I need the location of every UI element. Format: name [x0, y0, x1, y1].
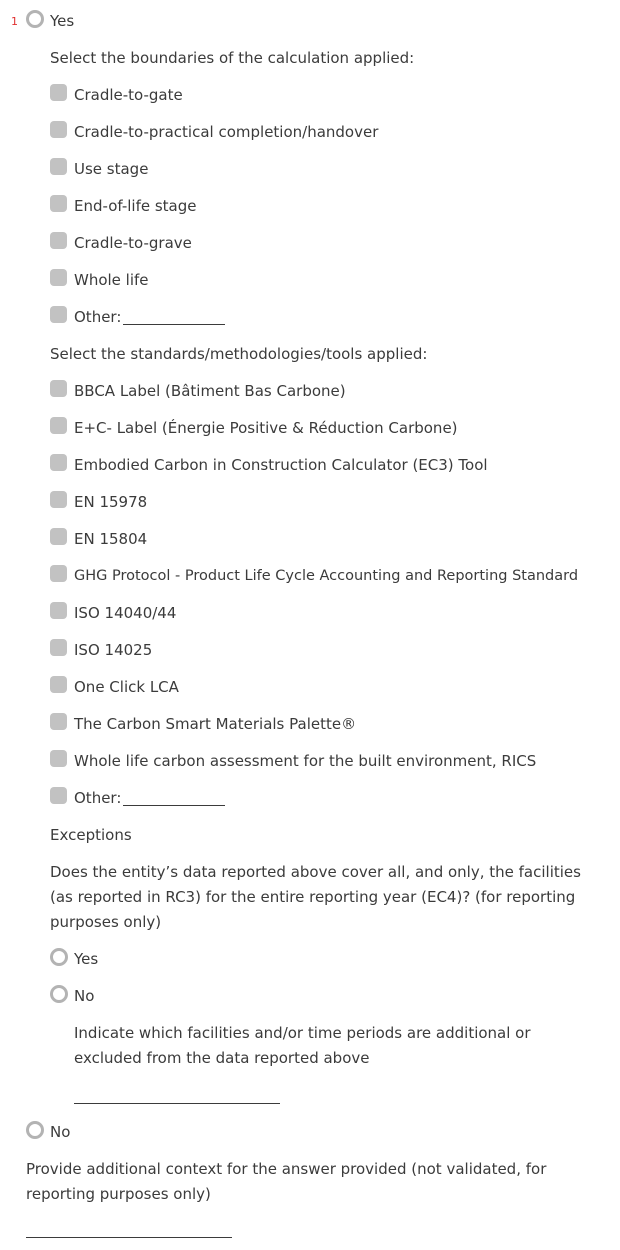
exceptions-no-radio[interactable] [50, 985, 68, 1003]
exceptions-question: Does the entity’s data reported above cover all, and only, the facilities (as reported in RC3) for the entire reporting year (EC4)? (for reporting purposes only) [50, 863, 581, 931]
standard-label: ISO 14040/44 [74, 604, 177, 622]
standard-other-input[interactable] [123, 805, 225, 806]
context-prompt: Provide additional context for the answer provided (not validated, for reporting purposes only) [26, 1160, 547, 1203]
standard-label: GHG Protocol - Product Life Cycle Accounting and Reporting Standard [74, 568, 579, 584]
standard-checkbox[interactable] [50, 750, 67, 767]
boundary-checkbox[interactable] [50, 121, 67, 138]
standard-checkbox[interactable] [50, 380, 67, 397]
context-input[interactable] [26, 1237, 232, 1238]
standard-checkbox[interactable] [50, 417, 67, 434]
boundary-checkbox[interactable] [50, 232, 67, 249]
standard-label: EN 15978 [74, 493, 148, 511]
boundary-other-label: Other: [74, 308, 122, 326]
exceptions-followup-input[interactable] [74, 1103, 280, 1104]
standard-label: ISO 14025 [74, 641, 153, 659]
standard-label: E+C- Label (Énergie Positive & Réduction Carbone) [74, 419, 458, 437]
boundary-label: End-of-life stage [74, 197, 197, 215]
boundary-label: Use stage [74, 160, 149, 178]
standard-label: Embodied Carbon in Construction Calculator (EC3) Tool [74, 456, 488, 474]
standard-other-checkbox[interactable] [50, 787, 67, 804]
yes-label: Yes [50, 12, 75, 30]
boundary-checkbox[interactable] [50, 195, 67, 212]
exceptions-yes-label: Yes [74, 950, 99, 968]
boundary-checkbox[interactable] [50, 158, 67, 175]
standard-label: EN 15804 [74, 530, 148, 548]
boundary-label: Cradle-to-gate [74, 86, 183, 104]
standard-checkbox[interactable] [50, 676, 67, 693]
standard-checkbox[interactable] [50, 713, 67, 730]
standard-label: The Carbon Smart Materials Palette® [74, 715, 357, 733]
boundary-label: Cradle-to-practical completion/handover [74, 123, 379, 141]
exceptions-yes-radio[interactable] [50, 948, 68, 966]
boundary-label: Cradle-to-grave [74, 234, 192, 252]
standard-checkbox[interactable] [50, 565, 67, 582]
standard-checkbox[interactable] [50, 639, 67, 656]
boundary-checkbox[interactable] [50, 84, 67, 101]
boundary-other-input[interactable] [123, 324, 225, 325]
no-label: No [50, 1123, 71, 1141]
standard-checkbox[interactable] [50, 528, 67, 545]
boundary-checkbox[interactable] [50, 269, 67, 286]
standard-checkbox[interactable] [50, 491, 67, 508]
yes-radio[interactable] [26, 10, 44, 28]
boundaries-prompt: Select the boundaries of the calculation applied: [50, 49, 415, 67]
standard-other-label: Other: [74, 789, 122, 807]
standard-label: One Click LCA [74, 678, 179, 696]
exceptions-no-label: No [74, 987, 95, 1005]
boundary-other-checkbox[interactable] [50, 306, 67, 323]
standard-label: BBCA Label (Bâtiment Bas Carbone) [74, 382, 346, 400]
standard-checkbox[interactable] [50, 454, 67, 471]
standards-prompt: Select the standards/methodologies/tools applied: [50, 345, 428, 363]
boundary-label: Whole life [74, 271, 149, 289]
standard-label: Whole life carbon assessment for the built environment, RICS [74, 752, 537, 770]
standard-checkbox[interactable] [50, 602, 67, 619]
exceptions-followup-prompt: Indicate which facilities and/or time periods are additional or excluded from the data reported above [74, 1024, 531, 1067]
question-number: 1 [11, 15, 18, 28]
exceptions-heading: Exceptions [50, 826, 132, 844]
no-radio[interactable] [26, 1121, 44, 1139]
